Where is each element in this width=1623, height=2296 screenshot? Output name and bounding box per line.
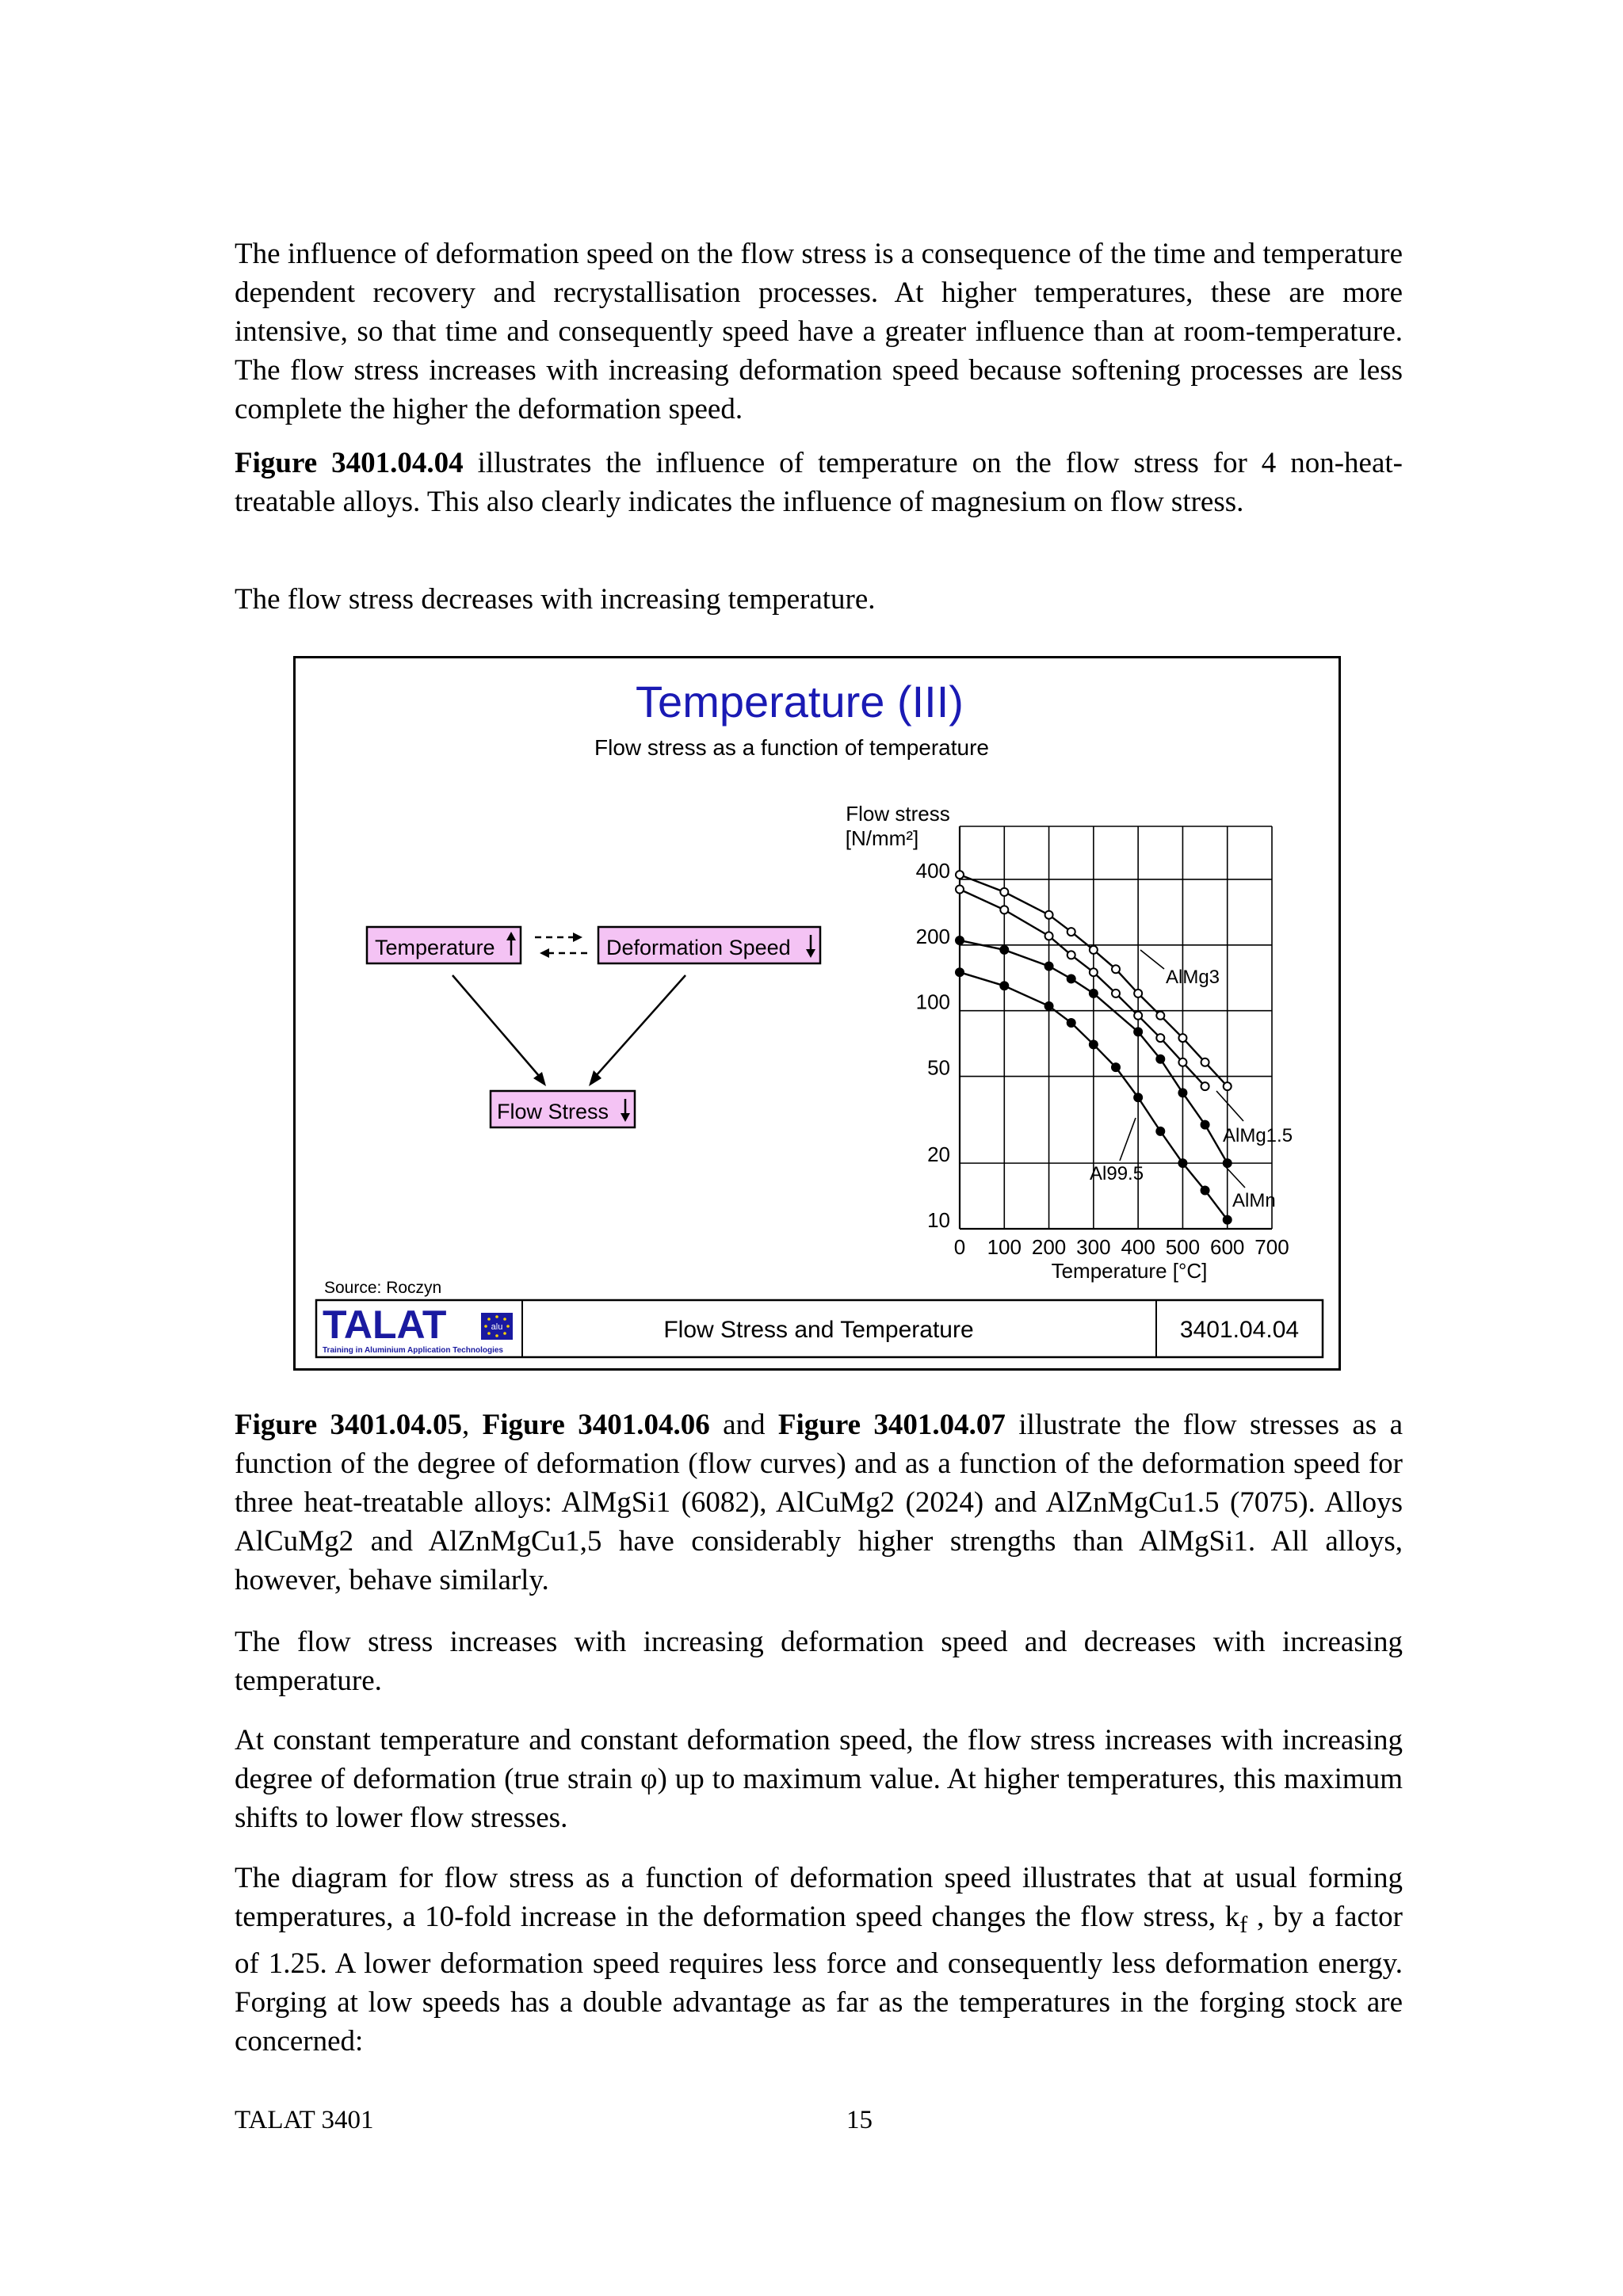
data-point [1000, 888, 1008, 896]
paragraph-6: At constant temperature and constant deformation speed, the flow stress increases with increasing degree of deformation (true strain φ) up to maximum value. At higher temperatures, this maximum shifts to lower flow stresses. [235, 1724, 1403, 1834]
data-point [1134, 1028, 1142, 1035]
data-point [1178, 1034, 1186, 1042]
data-point [1178, 1058, 1186, 1066]
y-tick-label: 200 [915, 924, 950, 948]
eu-flag-icon [481, 1313, 513, 1340]
figure-footer-number: 3401.04.04 [1179, 1317, 1300, 1343]
paragraph-4 [235, 1405, 1403, 1600]
x-tick-label: 700 [1254, 1235, 1289, 1259]
data-point [1045, 911, 1053, 919]
data-point [1201, 1082, 1209, 1090]
figure-ref: Figure 3401.04.07 [777, 1409, 1006, 1441]
data-point [1134, 1093, 1142, 1101]
x-tick-label: 200 [1031, 1235, 1067, 1259]
flow-stress-box-label: Flow Stress [497, 1100, 609, 1123]
temperature-box-label: Temperature [375, 936, 495, 959]
talat-logo: TALAT [323, 1302, 447, 1347]
data-point [1090, 1040, 1098, 1048]
page-footer-left: TALAT 3401 [235, 2106, 374, 2134]
chart-ylabel-line1: Flow stress [846, 802, 950, 826]
data-point [1134, 990, 1142, 997]
flow-stress-chart [916, 826, 1293, 1259]
dashed-arrow-right [535, 933, 582, 942]
y-tick-label: 20 [927, 1142, 950, 1167]
talat-logo-subtitle: Training in Aluminium Application Technologies [323, 1346, 503, 1355]
series-annotation: Al99.5 [1090, 1163, 1144, 1184]
data-point [1000, 906, 1008, 913]
text-span: and [709, 1409, 778, 1441]
text-span: illustrate the flow stresses as a function of the degree of deformation (flow curves) and as a function of the deformation speed for three heat-treatable alloys: AlMgSi1 (6082), AlCuMg2 (2024) and AlZnMgCu1.5 (7075). Alloys AlCuMg2 and AlZnMgCu1,5 have considerably higher strengths than AlMgSi1. All alloys, however, behave similarly. [235, 1409, 1403, 1596]
alu-badge: alu [491, 1322, 503, 1332]
data-point [1156, 1034, 1164, 1042]
data-point [1112, 990, 1120, 997]
series-annotation: AlMg1.5 [1223, 1125, 1293, 1146]
y-tick-label: 100 [915, 990, 950, 1014]
text-span: , [462, 1409, 483, 1441]
data-point [1201, 1121, 1209, 1129]
data-point [1224, 1082, 1232, 1090]
annotation-leader [1216, 1091, 1243, 1121]
figure-ref: Figure 3401.04.05 [235, 1409, 463, 1441]
data-point [1178, 1159, 1186, 1167]
series-annotation: AlMn [1232, 1190, 1276, 1211]
series-annotation: AlMg3 [1166, 967, 1220, 988]
figure-footer-title: Flow Stress and Temperature [663, 1317, 974, 1343]
data-point [1090, 946, 1098, 954]
data-point [1178, 1089, 1186, 1097]
y-tick-label: 10 [927, 1208, 950, 1232]
data-point [956, 871, 964, 879]
subscript-f: f [1239, 1912, 1248, 1938]
figure-ref: Figure 3401.04.04 [235, 447, 464, 479]
text-span: The diagram for flow stress as a function of deformation speed illustrates that at usual forming temperatures, a 10-fold increase in the deformation speed changes the flow stress, k [235, 1862, 1403, 1933]
data-point [1156, 1012, 1164, 1020]
data-point [1045, 932, 1053, 940]
x-tick-label: 100 [987, 1235, 1022, 1259]
data-point [956, 886, 964, 894]
arrow-temperature-to-flow [453, 975, 546, 1086]
x-tick-label: 400 [1121, 1235, 1155, 1259]
data-point [1090, 968, 1098, 976]
paragraph-5: The flow stress increases with increasing deformation speed and decreases with increasing temperature. [235, 1626, 1403, 1697]
arrow-speed-to-flow [589, 975, 685, 1086]
data-point [1045, 962, 1053, 970]
y-tick-label: 400 [915, 858, 950, 883]
text-span: , by a factor of 1.25. A lower deformation speed requires less force and consequently less deformation energy. Forging at low speeds has a double advantage as far as the temperatures in the forging stock are concerned: [235, 1901, 1403, 2058]
source-note: Source: Roczyn [324, 1279, 442, 1297]
data-point [1067, 1019, 1075, 1027]
page-number: 15 [846, 2106, 873, 2134]
figure-title: Temperature (III) [636, 677, 964, 727]
data-point [1201, 1187, 1209, 1195]
data-point [1134, 1012, 1142, 1020]
data-point [1090, 990, 1098, 997]
figure-ref: Figure 3401.04.06 [482, 1409, 710, 1441]
data-point [1000, 982, 1008, 990]
chart-xlabel: Temperature [°C] [1051, 1259, 1208, 1283]
data-point [1201, 1058, 1209, 1066]
data-point [956, 968, 964, 976]
data-point [1112, 1063, 1120, 1071]
paragraph-2 [235, 444, 1403, 521]
y-tick-label: 50 [927, 1055, 950, 1080]
annotation-leader [1140, 950, 1164, 969]
deformation-speed-box-label: Deformation Speed [606, 936, 791, 959]
data-point [1000, 946, 1008, 954]
dashed-arrow-left [540, 948, 587, 958]
chart-ylabel-line2: [N/mm²] [845, 826, 919, 850]
data-point [1156, 1055, 1164, 1063]
paragraph-2-text: illustrates the influence of temperature on the flow stress for 4 non-heat-treatable alloys. This also clearly indicates the influence of magnesium on flow stress. [235, 447, 1403, 518]
data-point [1045, 1002, 1053, 1010]
figure-subtitle: Flow stress as a function of temperature [594, 735, 989, 760]
data-point [1112, 965, 1120, 973]
figure-frame [293, 656, 1341, 1371]
x-tick-label: 300 [1076, 1235, 1111, 1259]
data-point [1224, 1216, 1232, 1224]
figure-svg [296, 658, 1343, 1373]
data-point [1067, 951, 1075, 959]
data-point [1067, 974, 1075, 982]
data-point [956, 936, 964, 944]
data-point [1067, 928, 1075, 936]
paragraph-7 [235, 1859, 1403, 2061]
x-tick-label: 600 [1210, 1235, 1245, 1259]
data-point [1156, 1127, 1164, 1135]
x-tick-label: 0 [953, 1235, 966, 1259]
paragraph-1: The influence of deformation speed on the flow stress is a consequence of the time and temperature dependent recovery and recrystallisation processes. At higher temperatures, these are more intensive, so that time and consequently speed have a greater influence than at room-temperature. The flow stress increases with increasing deformation speed because softening processes are less complete the higher the deformation speed. [235, 238, 1403, 425]
paragraph-3: The flow stress decreases with increasing temperature. [235, 583, 876, 616]
x-tick-label: 500 [1165, 1235, 1201, 1259]
annotation-leader [1120, 1118, 1136, 1161]
